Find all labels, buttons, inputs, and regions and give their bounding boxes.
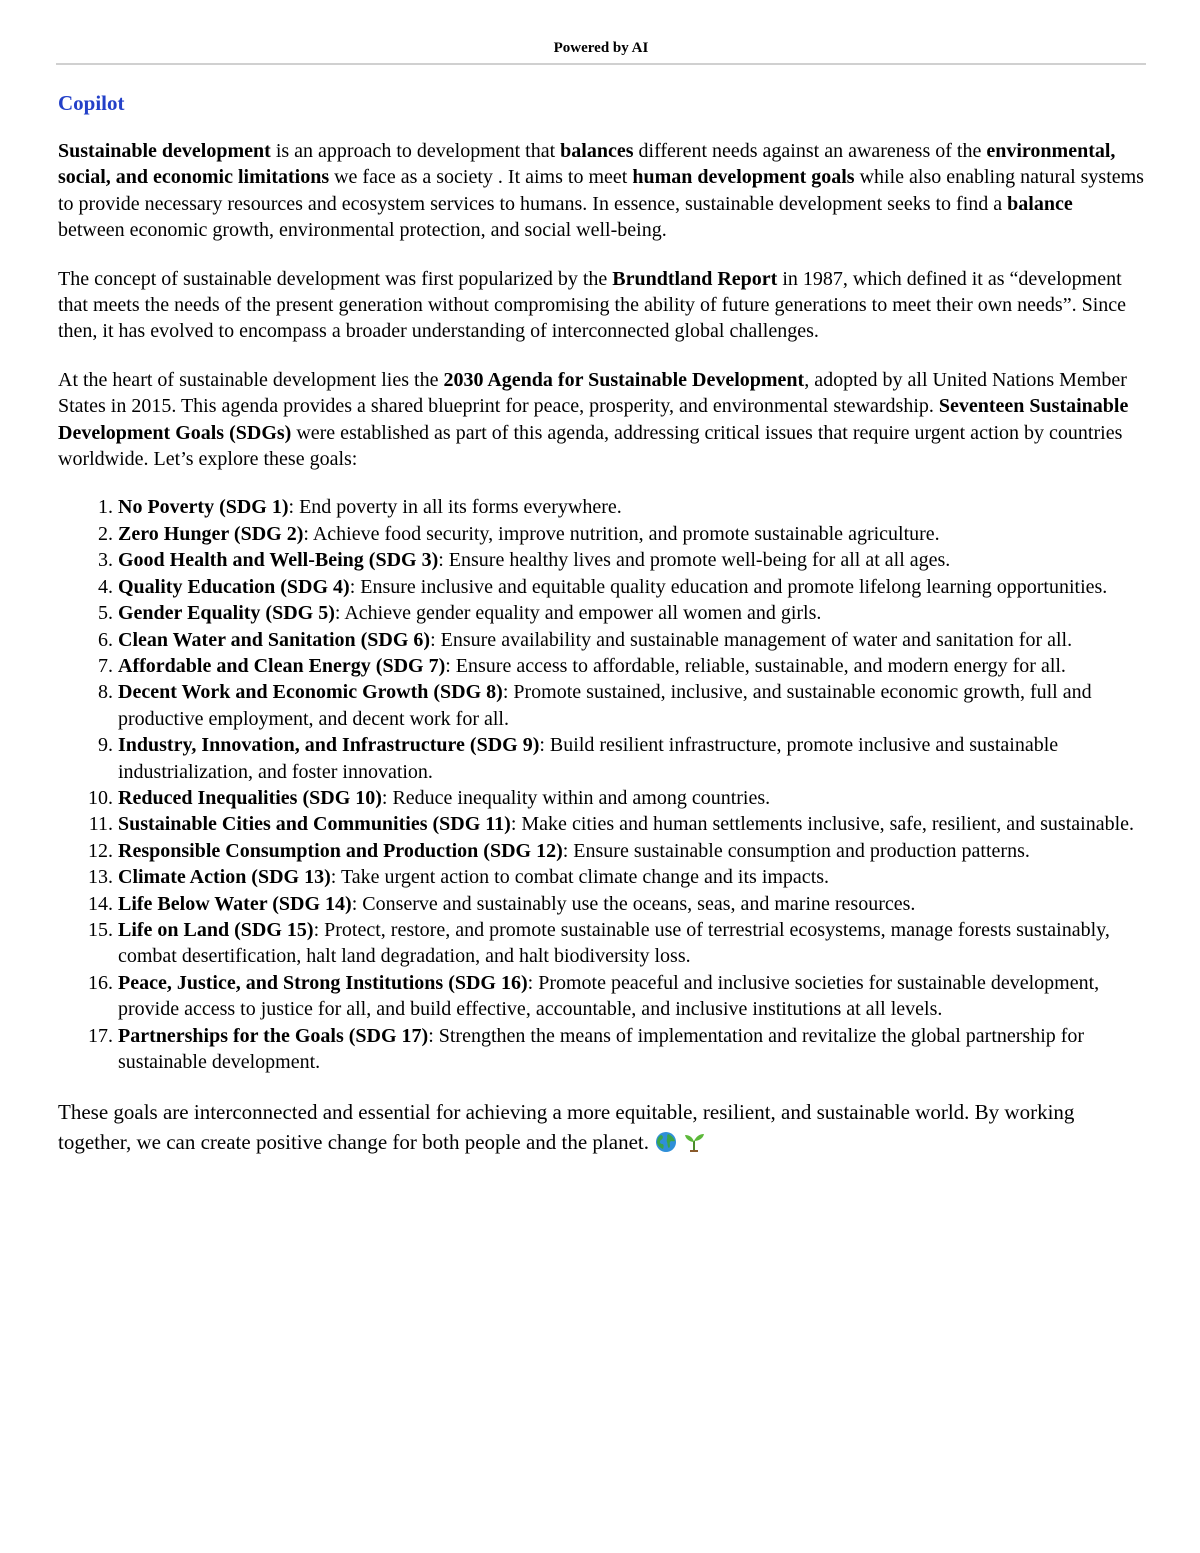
list-item [118, 970, 1144, 1023]
goal-description: : Ensure inclusive and equitable quality education and promote lifelong learning opportunities. [349, 575, 1108, 598]
goal-title: Sustainable Cities and Communities (SDG 11) [118, 813, 511, 836]
goal-description: : Ensure availability and sustainable management of water and sanitation for all. [430, 628, 1073, 651]
intro-text-4: while also enabling natural systems to provide necessary resources and ecosystem services to humans. In essence, sustainable development seeks to find a [58, 166, 1144, 215]
list-item [118, 891, 1144, 917]
list-item [118, 574, 1144, 600]
list-item [118, 785, 1144, 811]
list-item [118, 811, 1144, 837]
sdg-goals-list [58, 494, 1144, 1075]
agenda-bold-2: Seventeen Sustainable Development Goals (SDGs) [58, 395, 1129, 444]
intro-text-1: is an approach to development that [270, 140, 561, 162]
goal-title: Affordable and Clean Energy (SDG 7) [118, 654, 446, 677]
goal-title: Decent Work and Economic Growth (SDG 8) [118, 681, 503, 704]
goal-title: Peace, Justice, and Strong Institutions (SDG 16) [118, 971, 528, 994]
brundtland-text-2: in 1987, which defined it as “development that meets the needs of the present generation without compromising the ability of future generations to meet their own needs”. Since then, it has evolved to encompass a broader understanding of interconnected global challenges. [58, 267, 1127, 343]
intro-bold-1: Sustainable development [58, 140, 271, 162]
goal-title: Quality Education (SDG 4) [118, 575, 350, 598]
closing-text: These goals are interconnected and essential for achieving a more equitable, resilient, and sustainable world. By working together, we can create positive change for both people and the planet. [58, 1100, 1075, 1155]
list-item [118, 917, 1144, 970]
goal-description: : Ensure access to affordable, reliable, sustainable, and modern energy for all. [445, 654, 1066, 677]
list-item [118, 494, 1144, 520]
list-item [118, 627, 1144, 653]
goal-title: Reduced Inequalities (SDG 10) [118, 786, 382, 809]
list-item [118, 864, 1144, 890]
goal-description: : Achieve gender equality and empower all women and girls. [334, 602, 822, 625]
goal-title: No Poverty (SDG 1) [118, 496, 289, 519]
brundtland-text-1: The concept of sustainable development was first popularized by the [58, 267, 613, 290]
intro-bold-4: human development goals [632, 166, 855, 189]
list-item [118, 521, 1144, 547]
list-item [118, 653, 1144, 679]
goal-title: Life Below Water (SDG 14) [118, 892, 352, 915]
goal-title: Zero Hunger (SDG 2) [118, 522, 304, 545]
agenda-text-3: were established as part of this agenda, addressing critical issues that require urgent action by countries worldwide. Let’s explore these goals: [58, 421, 1123, 471]
goal-description: : Strengthen the means of implementation and revitalize the global partnership for sustainable development. [118, 1024, 1085, 1073]
brundtland-paragraph [58, 266, 1144, 345]
agenda-text-2: , adopted by all United Nations Member States in 2015. This agenda provides a shared blueprint for peace, prosperity, and environmental stewardship. [58, 368, 1127, 418]
intro-bold-5: balance [1007, 192, 1073, 215]
goal-description: : Ensure sustainable consumption and production patterns. [562, 839, 1030, 862]
document-page [58, 40, 1144, 1157]
goal-description: : Promote peaceful and inclusive societies for sustainable development, provide access to justice for all, and build effective, accountable, and inclusive institutions at all levels. [118, 971, 1100, 1021]
powered-by-header: Powered by AI [56, 40, 1146, 65]
goal-title: Life on Land (SDG 15) [118, 918, 314, 941]
goal-title: Industry, Innovation, and Infrastructure (SDG 9) [118, 734, 540, 757]
goal-title: Good Health and Well-Being (SDG 3) [118, 549, 439, 572]
goal-description: : Build resilient infrastructure, promote inclusive and sustainable industrialization, and foster innovation. [118, 734, 1059, 783]
goal-description: : Reduce inequality within and among countries. [381, 786, 771, 809]
intro-bold-2: balances [560, 140, 634, 162]
list-item [118, 547, 1144, 573]
goal-title: Gender Equality (SDG 5) [118, 602, 335, 625]
list-item [118, 838, 1144, 864]
intro-text-5: between economic growth, environmental protection, and social well-being. [58, 219, 667, 242]
intro-paragraph [58, 138, 1144, 244]
closing-paragraph [58, 1097, 1144, 1157]
goal-title: Responsible Consumption and Production (SDG 12) [118, 839, 563, 862]
goal-description: : Achieve food security, improve nutrition, and promote sustainable agriculture. [303, 522, 940, 545]
agenda-paragraph [58, 367, 1144, 473]
goal-title: Climate Action (SDG 13) [118, 866, 331, 889]
globe-icon [655, 1131, 677, 1153]
goal-description: : Protect, restore, and promote sustainable use of terrestrial ecosystems, manage forests sustainably, combat desertification, halt land degradation, and halt biodiversity loss. [118, 918, 1110, 968]
copilot-brand-title: Copilot [58, 91, 125, 115]
goal-description: : Conserve and sustainably use the oceans, seas, and marine resources. [351, 892, 916, 915]
seedling-icon [683, 1131, 705, 1153]
goal-description: : Make cities and human settlements inclusive, safe, resilient, and sustainable. [510, 813, 1135, 836]
brundtland-bold-1: Brundtland Report [612, 267, 778, 290]
list-item [118, 732, 1144, 785]
intro-text-2: different needs against an awareness of the [633, 140, 987, 162]
goal-description: : End poverty in all its forms everywhere. [288, 496, 622, 519]
goal-title: Partnerships for the Goals (SDG 17) [118, 1024, 429, 1047]
goal-description: : Ensure healthy lives and promote well-being for all at all ages. [438, 549, 951, 572]
list-item [118, 1023, 1144, 1076]
goal-description: : Promote sustained, inclusive, and sustainable economic growth, full and productive employment, and decent work for all. [118, 681, 1092, 730]
goal-description: : Take urgent action to combat climate change and its impacts. [330, 866, 830, 889]
agenda-bold-1: 2030 Agenda for Sustainable Development [443, 368, 805, 391]
list-item [118, 679, 1144, 732]
intro-bold-3: environmental, social, and economic limitations [58, 140, 1116, 189]
goal-title: Clean Water and Sanitation (SDG 6) [118, 628, 431, 651]
agenda-text-1: At the heart of sustainable development lies the [58, 368, 444, 391]
list-item [118, 600, 1144, 626]
intro-text-3: we face as a society . It aims to meet [329, 166, 633, 189]
